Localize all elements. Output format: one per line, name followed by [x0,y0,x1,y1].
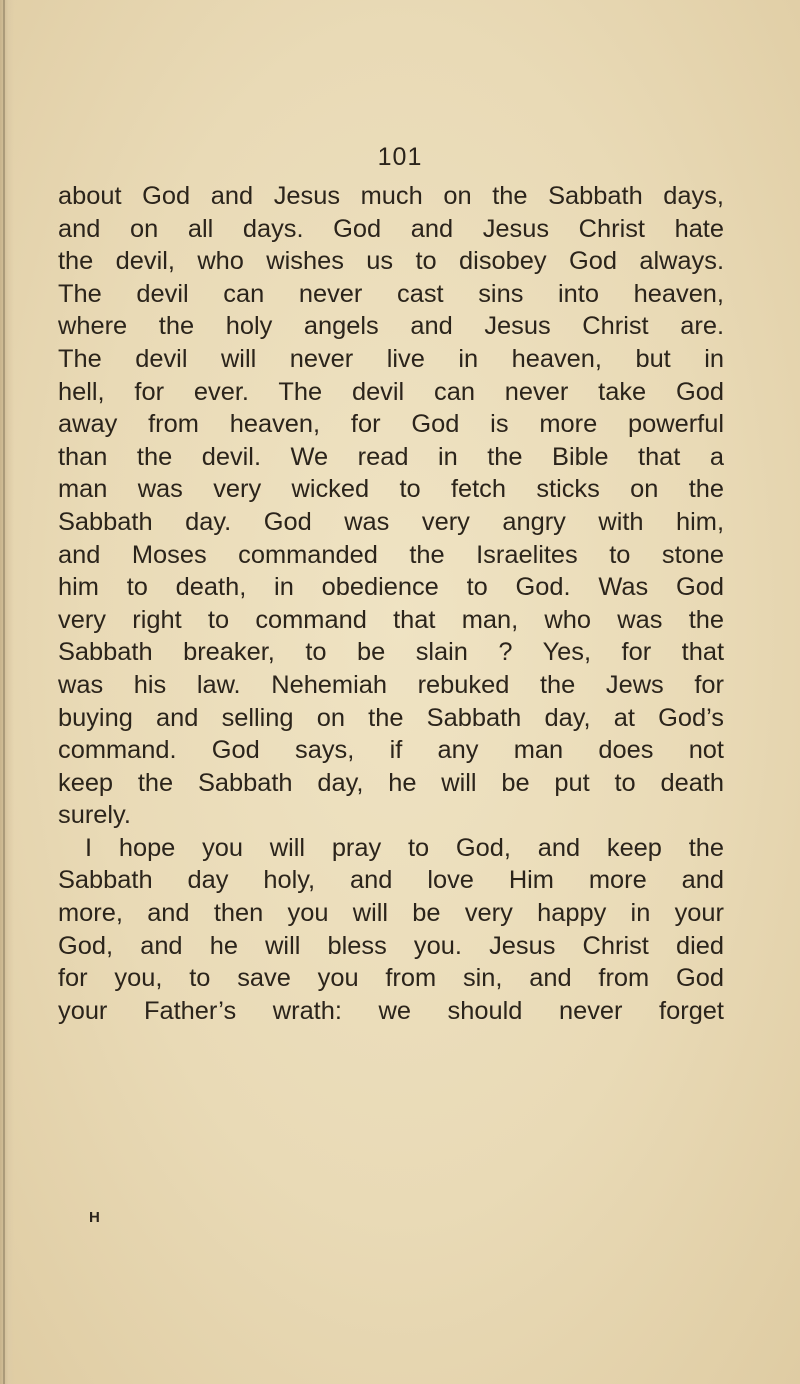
text-line-19: keep the Sabbath day, he will be put to death [58,768,724,797]
text-line-25: for you, to save you from sin, and from God [58,964,724,993]
text-line-2: and on all days. God and Jesus Christ hate [58,214,724,243]
text-line-7: hell, for ever. The devil can never take God [58,377,724,406]
text-line-14: very right to command that man, who was the [58,605,724,634]
text-line-4: The devil can never cast sins into heaven, [58,279,724,308]
text-line-5: where the holy angels and Jesus Christ are. [58,312,724,341]
text-line-20: surely. [58,801,131,830]
text-line-3: the devil, who wishes us to disobey God always. [58,247,724,276]
text-line-6: The devil will never live in heaven, but in [58,344,724,373]
signature-mark: H [89,1209,101,1226]
text-line-26: your Father’s wrath: we should never forget [58,996,724,1025]
text-line-15: Sabbath breaker, to be slain ? Yes, for that [58,638,724,667]
text-line-23: more, and then you will be very happy in your [58,899,724,928]
text-line-13: him to death, in obedience to God. Was God [58,573,724,602]
body-text [58,180,724,1027]
text-line-1: about God and Jesus much on the Sabbath days, [58,182,724,210]
text-line-21: I hope you will pray to God, and keep the [85,833,724,862]
text-line-9: than the devil. We read in the Bible that a [58,442,724,471]
text-line-11: Sabbath day. God was very angry with him, [58,507,724,536]
text-line-10: man was very wicked to fetch sticks on the [58,475,724,504]
text-line-17: buying and selling on the Sabbath day, at God’s [58,703,724,732]
text-line-18: command. God says, if any man does not [58,736,724,765]
page-edge-line [3,0,5,1384]
text-line-24: God, and he will bless you. Jesus Christ died [58,931,724,960]
text-line-22: Sabbath day holy, and love Him more and [58,866,724,895]
text-line-12: and Moses commanded the Israelites to stone [58,540,724,569]
page-number: 101 [377,143,423,171]
text-line-8: away from heaven, for God is more powerful [58,410,724,439]
text-line-16: was his law. Nehemiah rebuked the Jews for [58,670,724,699]
